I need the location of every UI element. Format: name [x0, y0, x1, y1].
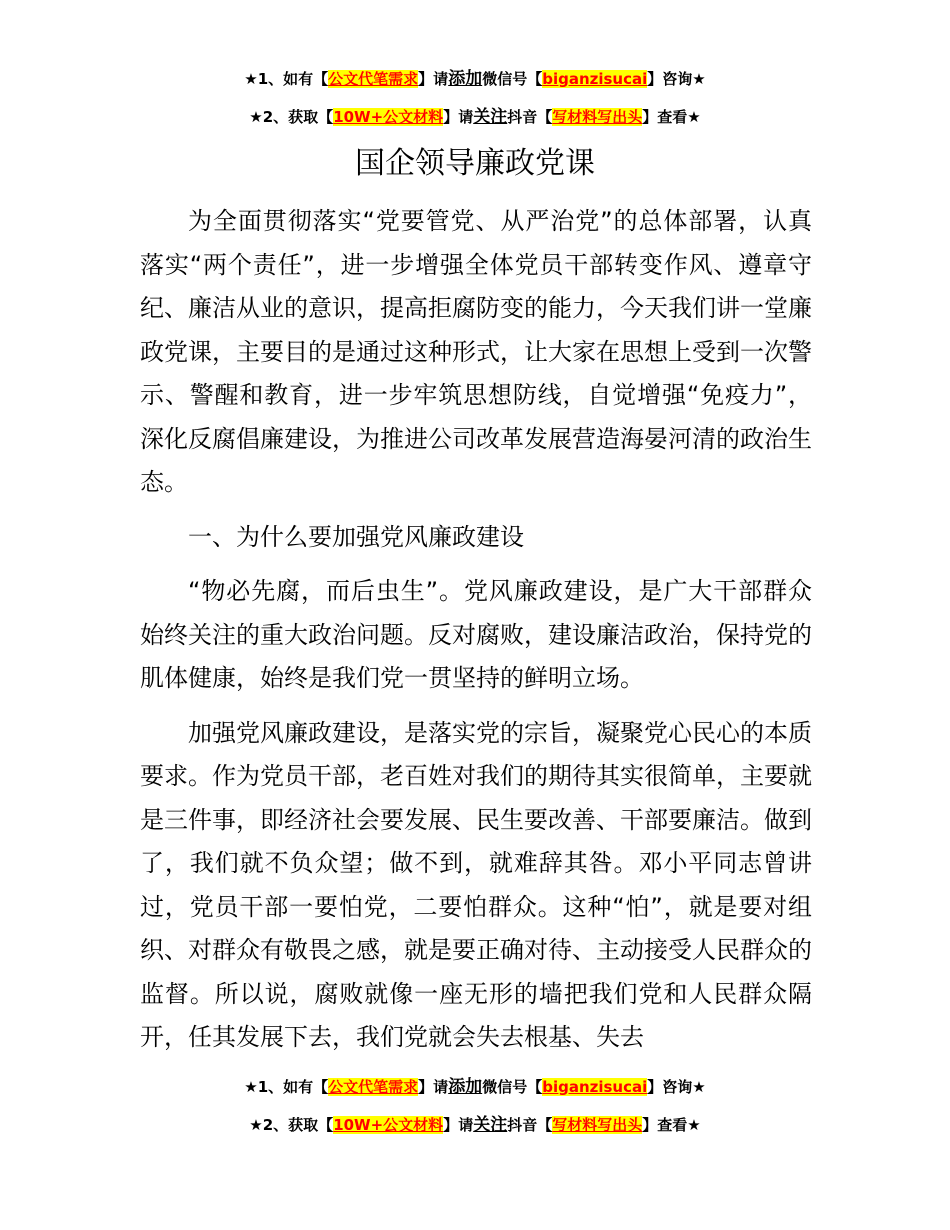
promo-text: ★1、如有【: [244, 1078, 329, 1096]
promo-text: 】请: [418, 70, 449, 88]
promo-text: ★2、获取【: [249, 1116, 334, 1134]
promo-line-1-top: [0, 68, 950, 90]
promo-highlight: 10W+公文材料: [333, 1116, 444, 1134]
promo-text: 】咨询★: [647, 70, 706, 88]
promo-text: 】咨询★: [647, 1078, 706, 1096]
promo-line-1-bottom: [0, 1076, 950, 1098]
promo-text: 微信号【: [482, 1078, 543, 1096]
promo-wechat-id: biganzisucai: [542, 1078, 648, 1096]
paragraph: “物必先腐，而后虫生”。党风廉政建设，是广大干部群众始终关注的重大政治问题。反对腐败，建设廉洁政治，保持党的肌体健康，始终是我们党一贯坚持的鲜明立场。: [140, 577, 812, 692]
promo-wechat-id: biganzisucai: [542, 70, 648, 88]
promo-underlined: 关注: [473, 107, 508, 127]
paragraph-intro: 为全面贯彻落实“党要管党、从严治党”的总体部署，认真落实“两个责任”，进一步增强全体党员干部转变作风、遵章守纪、廉洁从业的意识，提高拒腐防变的能力，今天我们讲一堂廉政党课，主要目的是通过这种形式，让大家在思想上受到一次警示、警醒和教育，进一步牢筑思想防线，自觉增强“免疫力”，深化反腐倡廉建设，为推进公司改革发展营造海晏河清的政治生态。: [140, 207, 812, 496]
promo-text: 】查看★: [642, 108, 701, 126]
promo-text: ★2、获取【: [249, 108, 334, 126]
promo-underlined: 关注: [473, 1115, 508, 1135]
promo-line-2-bottom: [0, 1114, 950, 1136]
promo-text: 抖音【: [507, 108, 553, 126]
promo-douyin-id: 写材料写出头: [552, 1116, 643, 1134]
promo-text: 】请: [443, 1116, 474, 1134]
promo-underlined: 添加: [448, 69, 483, 89]
promo-text: 】查看★: [642, 1116, 701, 1134]
document-body: [140, 200, 812, 1071]
promo-highlight: 10W+公文材料: [333, 108, 444, 126]
promo-line-2-top: [0, 106, 950, 128]
document-title: 国企领导廉政党课: [355, 146, 595, 181]
promo-underlined: 添加: [448, 1077, 483, 1097]
promo-text: 抖音【: [507, 1116, 553, 1134]
section-heading: 一、为什么要加强党风廉政建设: [188, 522, 524, 551]
promo-text: 】请: [418, 1078, 449, 1096]
paragraph: 加强党风廉政建设，是落实党的宗旨，凝聚党心民心的本质要求。作为党员干部，老百姓对我们的期待其实很简单，主要就是三件事，即经济社会要发展、民生要改善、干部要廉洁。做到了，我们就不负众望；做不到，就难辞其咎。邓小平同志曾讲过，党员干部一要怕党，二要怕群众。这种“怕”，就是要对组织、对群众有敬畏之感，就是要正确对待、主动接受人民群众的监督。所以说，腐败就像一座无形的墙把我们党和人民群众隔开，任其发展下去，我们党就会失去根基、失去: [140, 718, 812, 1051]
promo-highlight: 公文代笔需求: [328, 1078, 419, 1096]
promo-highlight: 公文代笔需求: [328, 70, 419, 88]
promo-text: 微信号【: [482, 70, 543, 88]
promo-text: 】请: [443, 108, 474, 126]
promo-douyin-id: 写材料写出头: [552, 108, 643, 126]
promo-text: ★1、如有【: [244, 70, 329, 88]
